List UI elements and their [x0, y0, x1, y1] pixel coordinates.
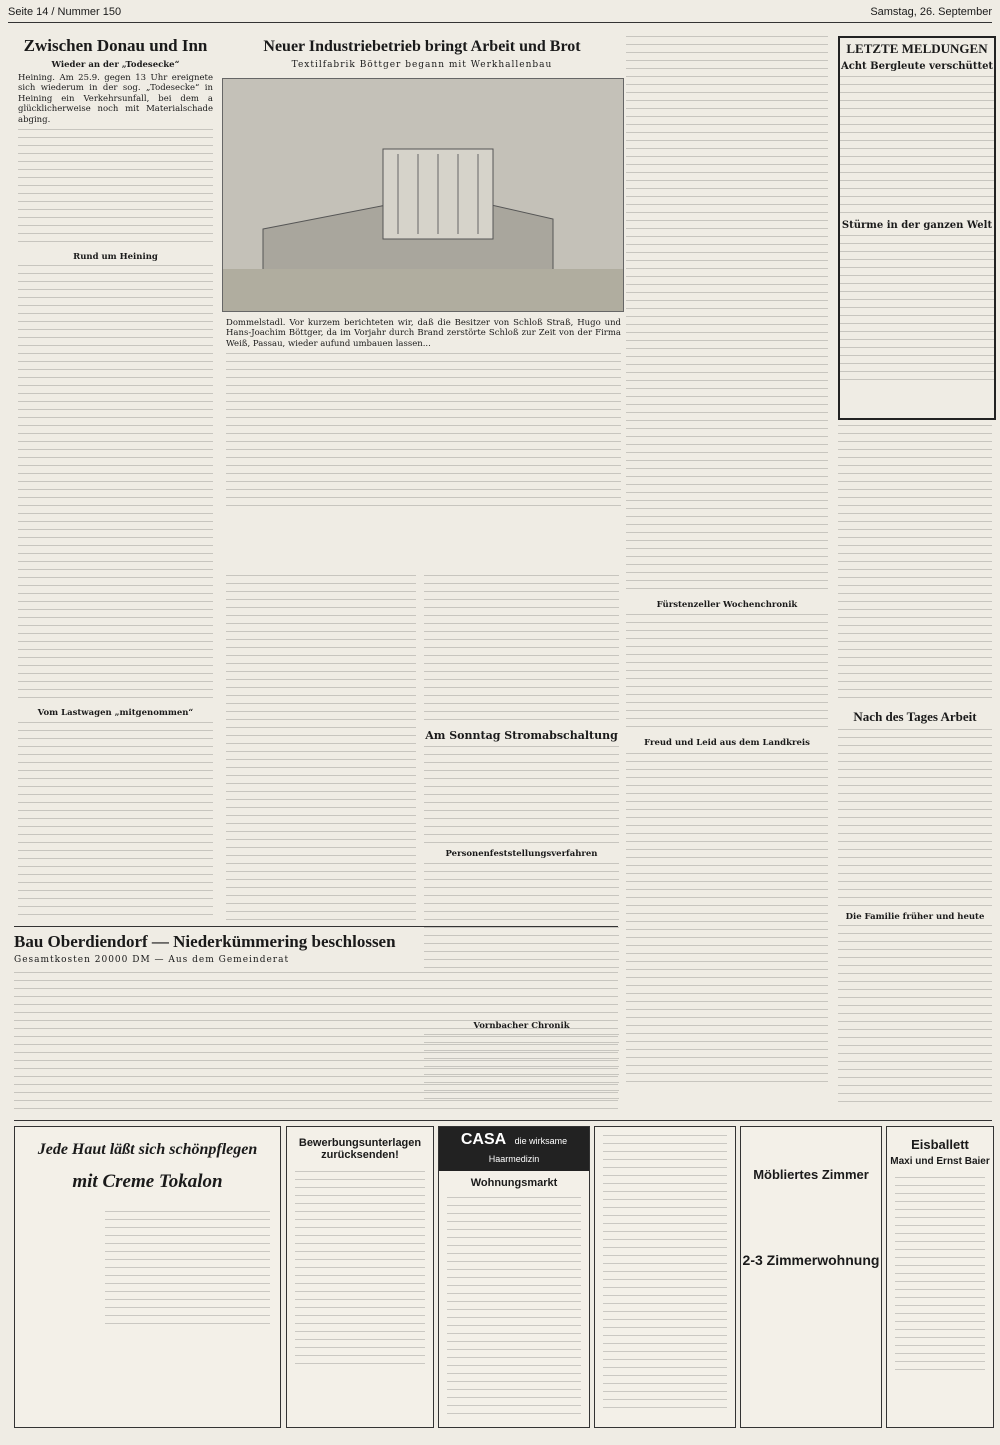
eisballett-text	[895, 1177, 985, 1377]
fuerstenzeller-heading: Fürstenzeller Wochenchronik	[656, 600, 798, 610]
column-5	[838, 425, 992, 1115]
center-caption: Dommelstadl. Vor kurzem berichteten wir, daß die Besitzer von Schloß Straß, Hugo und Hans-Joachim Böttger, da im Vorjahr durch Brand zerstörte Schloß zur Zeit von der Firma Weiß, Passau, wieder aufund umbauen lassen...	[226, 318, 621, 349]
col5-text-block-3	[838, 925, 992, 1105]
page-number: Seite 14 / Nummer 150	[8, 6, 122, 18]
casa-ad	[438, 1126, 590, 1428]
casa-title: CASA	[460, 1131, 507, 1148]
vornbacher-heading: Vornbacher Chronik	[473, 1021, 570, 1031]
bewerbung-title: Bewerbungsunterlagen zurücksenden!	[298, 1137, 422, 1161]
center-article	[226, 318, 621, 518]
tokalon-headline: Jede Haut läßt sich schönpflegen	[37, 1141, 258, 1158]
col4-text-block-2	[626, 614, 828, 734]
bottom-subheadline: Gesamtkosten 20000 DM — Aus dem Gemeinderat	[14, 955, 290, 965]
stromabschaltung-heading: Am Sonntag Stromabschaltung	[425, 729, 618, 742]
stuerme-text	[840, 235, 994, 385]
col1-text-block	[18, 129, 213, 249]
page-header	[0, 6, 1000, 22]
col3-text-block-3	[424, 863, 619, 973]
column-3	[424, 575, 619, 1005]
bergleute-text	[840, 76, 994, 216]
col1-title: Zwischen Donau und Inn	[23, 36, 208, 55]
bottom-article-text	[14, 972, 618, 1112]
col1-heading-1: Wieder an der „Todesecke“	[51, 59, 180, 70]
familie-heading: Die Familie früher und heute	[845, 911, 985, 922]
moebliertes-zimmer: Möbliertes Zimmer	[753, 1167, 869, 1182]
col1-text-block-3	[18, 722, 213, 922]
col2-text-block	[226, 575, 416, 920]
column-2	[226, 575, 416, 920]
bergleute-heading: Acht Bergleute verschüttet	[840, 61, 994, 72]
eisballett-ad	[886, 1126, 994, 1428]
header-rule	[8, 22, 992, 23]
col1-heading-2: Rund um Heining	[73, 251, 158, 262]
col1-heading-3: Vom Lastwagen „mitgenommen“	[37, 708, 194, 719]
nach-des-tages-arbeit-heading: Nach des Tages Arbeit	[853, 709, 977, 724]
col3-text-block-2	[424, 746, 619, 846]
bewerbung-ad	[286, 1126, 434, 1428]
casa-sub: die wirksame Haarmedizin	[488, 1136, 568, 1164]
casa-banner	[439, 1127, 589, 1171]
personen-heading: Personenfeststellungsverfahren	[445, 849, 598, 860]
col5-text-block-2	[838, 729, 992, 909]
tokalon-brand: mit Creme Tokalon	[72, 1171, 223, 1192]
small-ads-1-text	[603, 1135, 727, 1415]
eisballett-title: Eisballett	[911, 1137, 969, 1152]
col1-text-block-2	[18, 265, 213, 705]
center-text-block	[226, 353, 621, 513]
page-date: Samstag, 26. September	[870, 6, 992, 18]
col5-text-block	[838, 425, 992, 705]
small-ads-2	[740, 1126, 882, 1428]
wohnungsmarkt-title: Wohnungsmarkt	[470, 1177, 558, 1189]
center-headline: Neuer Industriebetrieb bringt Arbeit und Brot	[263, 38, 581, 55]
eisballett-sub: Maxi und Ernst Baier	[890, 1156, 990, 1167]
tokalon-text	[105, 1211, 270, 1331]
column-1	[18, 36, 213, 916]
tokalon-ad	[14, 1126, 281, 1428]
small-ads-1	[594, 1126, 736, 1428]
col1-paragraph-1: Heining. Am 25.9. gegen 13 Uhr ereignete sich wiederum in der sog. „Todesecke“ in Heining ein Verkehrsunfall, bei dem a glücklicherweise noch mit Materialschade abging.	[18, 73, 213, 125]
bottom-headline: Bau Oberdiendorf — Niederkümmering beschlossen	[14, 932, 396, 951]
bottom-article-body	[14, 972, 618, 1112]
column-4	[626, 36, 828, 1116]
letzte-meldungen-title: LETZTE MELDUNGEN	[846, 41, 988, 56]
stuerme-heading: Stürme in der ganzen Welt	[841, 220, 993, 231]
ads-rule	[14, 1120, 992, 1121]
col3-text-block	[424, 575, 619, 725]
wohnungsmarkt-text	[447, 1197, 581, 1417]
bewerbung-text	[295, 1171, 425, 1371]
factory-photo	[222, 78, 624, 312]
col4-text-block-3	[626, 753, 828, 1083]
letzte-meldungen-box	[838, 36, 996, 420]
zimmerwohnung: 2-3 Zimmerwohnung	[742, 1252, 880, 1268]
freud-heading: Freud und Leid aus dem Landkreis	[644, 738, 810, 749]
center-subheadline: Textilfabrik Böttger begann mit Werkhallenbau	[291, 60, 553, 70]
bottom-article-rule	[14, 926, 618, 927]
col4-text-block	[626, 36, 828, 596]
